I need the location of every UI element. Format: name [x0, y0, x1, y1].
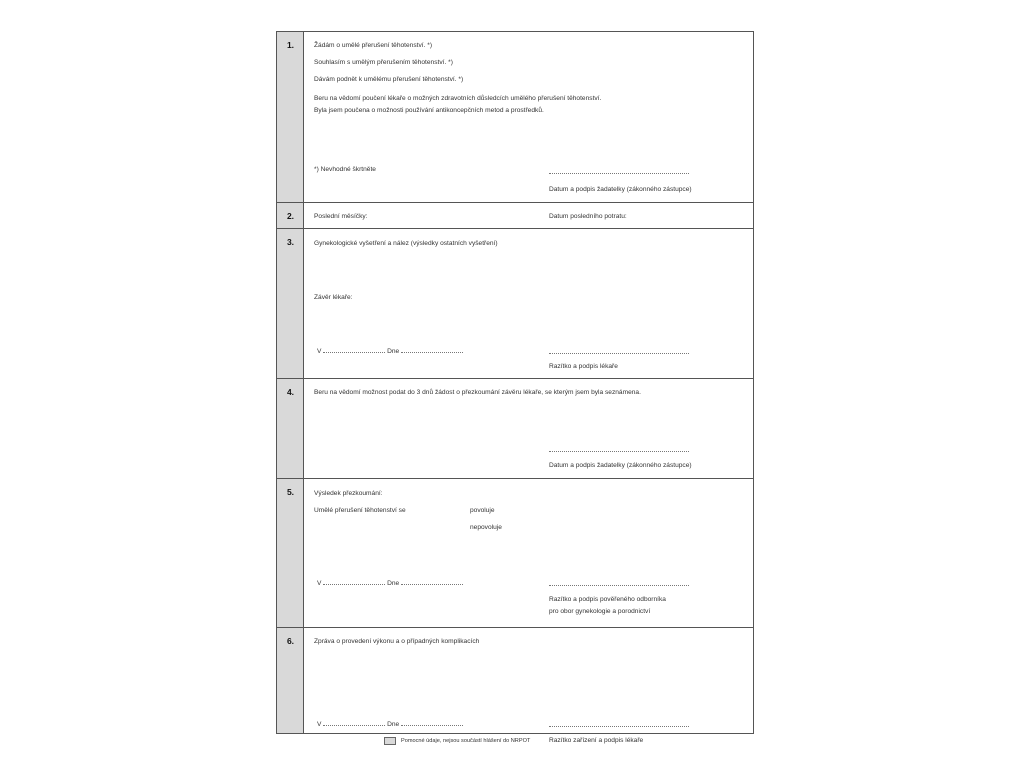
place-date-row [317, 578, 463, 588]
date-label: Dne [387, 348, 400, 355]
section-number: 2. [286, 211, 295, 221]
date-field[interactable] [401, 719, 463, 726]
date-label: Dne [387, 580, 400, 587]
signature-line[interactable] [549, 585, 689, 586]
section-number: 4. [286, 387, 295, 397]
place-date-row [317, 719, 463, 729]
section-number: 1. [286, 40, 295, 50]
option-deny[interactable]: nepovoluje [470, 524, 502, 531]
signature-label: Razítko zařízení a podpis lékaře [549, 737, 644, 744]
last-period-label[interactable]: Poslední měsíčky: [314, 213, 368, 220]
legend-text: Pomocné údaje, nejsou součástí hlášení do NRPOT [401, 738, 531, 744]
date-field[interactable] [401, 346, 463, 353]
procedure-report-label: Zpráva o provedení výkonu a o případných komplikacích [314, 638, 480, 645]
conclusion-label: Závěr lékaře: [314, 294, 353, 301]
place-field[interactable] [323, 346, 385, 353]
review-result-label: Výsledek přezkoumání: [314, 490, 383, 497]
section-number: 5. [286, 487, 295, 497]
strike-note: *) Nevhodné škrtněte [314, 166, 376, 173]
section-1 [277, 32, 753, 203]
signature-line[interactable] [549, 451, 689, 452]
section-number: 3. [286, 237, 295, 247]
place-date-row [317, 346, 463, 356]
signature-line[interactable] [549, 173, 689, 174]
signature-line[interactable] [549, 726, 689, 727]
signature-label: Datum a podpis žadatelky (zákonného zástupce) [549, 186, 692, 193]
subject-label: Umělé přerušení těhotenství se [314, 507, 406, 514]
legend-swatch [384, 737, 396, 745]
section-2 [277, 203, 753, 229]
signature-label: Datum a podpis žadatelky (zákonného zástupce) [549, 462, 692, 469]
place-field[interactable] [323, 719, 385, 726]
information-line: Beru na vědomí poučení lékaře o možných zdravotních důsledcích umělého přerušení těhotenství. [314, 95, 602, 102]
review-notice: Beru na vědomí možnost podat do 3 dnů žádost o přezkoumání závěru lékaře, se kterým jsem byla seznámena. [314, 389, 641, 396]
section-4 [277, 379, 753, 479]
exam-label: Gynekologické vyšetření a nález (výsledky ostatních vyšetření) [314, 240, 498, 247]
contraception-line: Byla jsem poučena o možnosti používání antikoncepčních metod a prostředků. [314, 107, 544, 114]
last-abortion-label[interactable]: Datum posledního potratu: [549, 213, 627, 220]
place-field[interactable] [323, 578, 385, 585]
consent-line: Souhlasím s umělým přerušením těhotenství. *) [314, 59, 453, 66]
date-field[interactable] [401, 578, 463, 585]
request-line: Žádám o umělé přerušení těhotenství. *) [314, 42, 433, 49]
section-number: 6. [286, 636, 295, 646]
section-3 [277, 229, 753, 379]
option-allow[interactable]: povoluje [470, 507, 495, 514]
section-5 [277, 479, 753, 628]
place-label: V [317, 580, 322, 587]
signature-label-line2: pro obor gynekologie a porodnictví [549, 608, 651, 615]
signature-label: Razítko a podpis lékaře [549, 363, 618, 370]
signature-label-line1: Razítko a podpis pověřeného odborníka [549, 596, 666, 603]
initiative-line: Dávám podnět k umělému přerušení těhotenství. *) [314, 76, 464, 83]
signature-line[interactable] [549, 353, 689, 354]
place-label: V [317, 348, 322, 355]
place-label: V [317, 721, 322, 728]
date-label: Dne [387, 721, 400, 728]
